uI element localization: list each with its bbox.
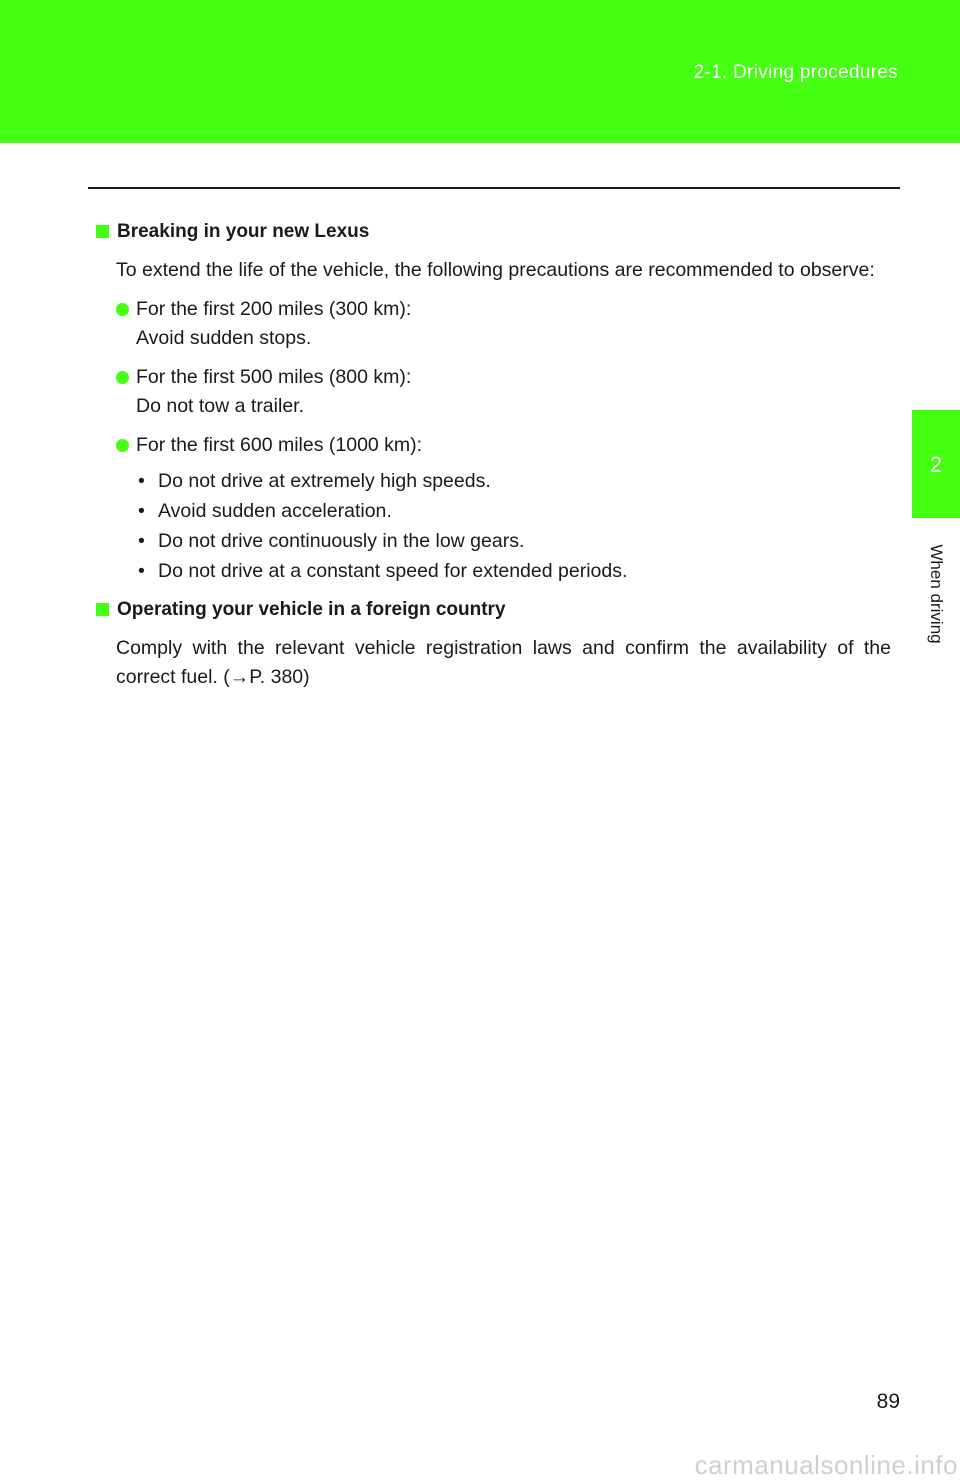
item-detail: Do not tow a trailer. (136, 395, 304, 417)
square-bullet-icon (96, 603, 109, 616)
list-item (116, 431, 891, 460)
dot-bullet-icon: • (138, 560, 145, 582)
watermark-text: carmanualsonline.info (694, 1450, 958, 1480)
chapter-tab (912, 410, 960, 518)
sub-list-item: • Do not drive at extremely high speeds. (138, 466, 891, 496)
round-bullet-icon (116, 303, 129, 316)
list-item (116, 295, 891, 353)
intro-paragraph: To extend the life of the vehicle, the following precautions are recommended to observe: (116, 259, 875, 281)
list-item (116, 363, 891, 421)
chapter-label: When driving (927, 544, 946, 644)
dot-bullet-icon: • (138, 500, 145, 522)
square-bullet-icon (96, 225, 109, 238)
item-detail: Avoid sudden stops. (136, 327, 312, 349)
header-band (0, 0, 960, 143)
chapter-number: 2 (929, 452, 943, 477)
round-bullet-icon (116, 439, 129, 452)
sub-list (138, 466, 891, 586)
sub-list-item: • Avoid sudden acceleration. (138, 496, 891, 526)
dot-bullet-icon: • (138, 470, 145, 492)
section-heading-text: Breaking in your new Lexus (117, 220, 370, 242)
dot-bullet-icon: • (138, 530, 145, 552)
section-heading-text: Operating your vehicle in a foreign country (117, 598, 506, 620)
item-heading: For the first 500 miles (800 km): (136, 366, 412, 388)
sub-list-item: • Do not drive at a constant speed for extended periods. (138, 556, 891, 586)
page-number: 89 (876, 1390, 900, 1413)
main-content (96, 216, 891, 692)
item-heading: For the first 600 miles (1000 km): (136, 434, 423, 456)
body-paragraph: Comply with the relevant vehicle registration laws and confirm the availability of the correct fuel. (→P. 380) (116, 637, 891, 688)
round-bullet-icon (116, 371, 129, 384)
section-heading-foreign-country (96, 594, 891, 624)
header-divider (88, 187, 900, 189)
sub-list-item: • Do not drive continuously in the low gears. (138, 526, 891, 556)
item-heading: For the first 200 miles (300 km): (136, 298, 412, 320)
section-heading-breaking-in (96, 216, 891, 246)
section-header-title: 2-1. Driving procedures (693, 62, 898, 83)
